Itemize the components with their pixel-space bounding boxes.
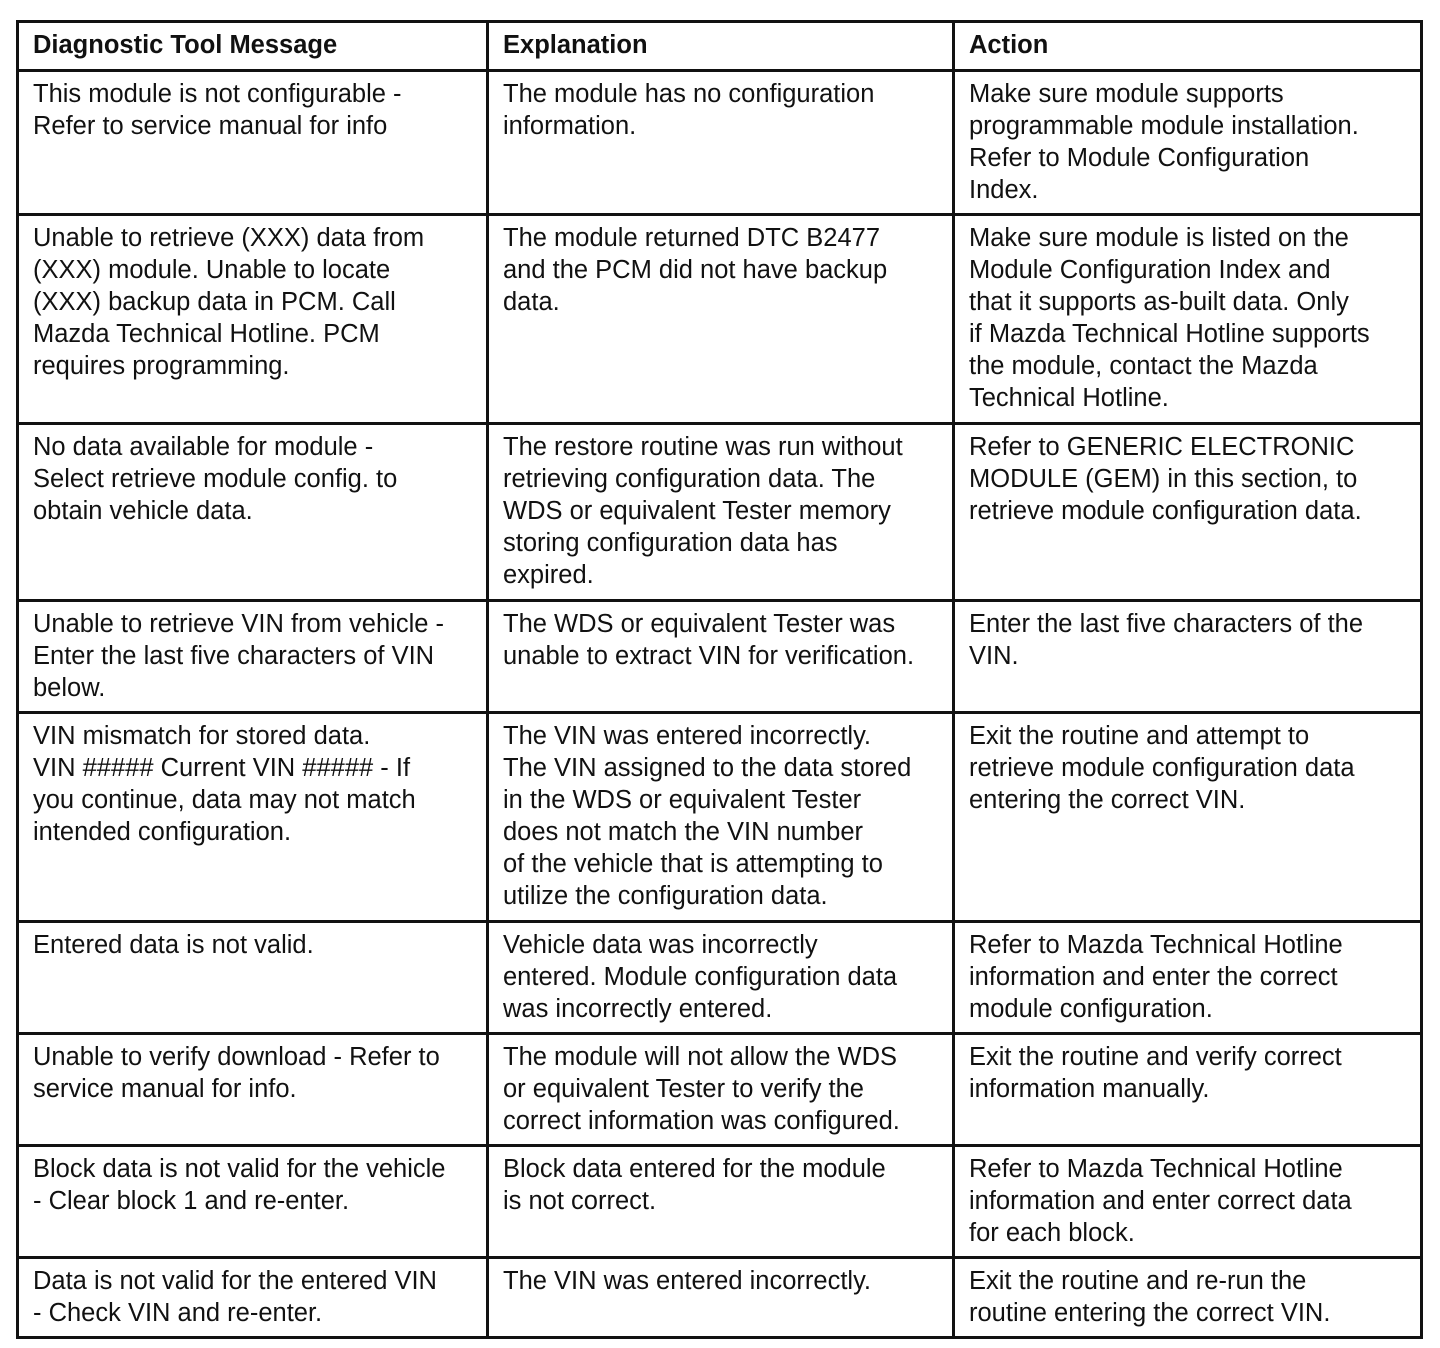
cell-explanation: The VIN was entered incorrectly. <box>488 1258 954 1338</box>
table-row <box>18 922 1422 1034</box>
cell-action: Enter the last five characters of the VIN. <box>954 601 1422 713</box>
cell-message: No data available for module - Select retrieve module config. to obtain vehicle data. <box>18 424 488 601</box>
cell-explanation: The module returned DTC B2477 and the PCM did not have backup data. <box>488 215 954 424</box>
table-row <box>18 713 1422 922</box>
cell-explanation: Vehicle data was incorrectly entered. Module configuration data was incorrectly entered. <box>488 922 954 1034</box>
diagnostic-messages-table <box>16 20 1423 1339</box>
header-action: Action <box>954 22 1422 71</box>
cell-explanation: The restore routine was run without retrieving configuration data. The WDS or equivalent Tester memory storing configuration data has expired. <box>488 424 954 601</box>
table-row <box>18 71 1422 215</box>
cell-action: Refer to Mazda Technical Hotline information and enter correct data for each block. <box>954 1146 1422 1258</box>
table-row <box>18 1258 1422 1338</box>
cell-explanation: The module will not allow the WDS or equivalent Tester to verify the correct information was configured. <box>488 1034 954 1146</box>
cell-explanation: The WDS or equivalent Tester was unable to extract VIN for verification. <box>488 601 954 713</box>
cell-message: Block data is not valid for the vehicle - Clear block 1 and re-enter. <box>18 1146 488 1258</box>
cell-action: Exit the routine and re-run the routine entering the correct VIN. <box>954 1258 1422 1338</box>
table-row <box>18 215 1422 424</box>
cell-action: Make sure module supports programmable module installation. Refer to Module Configuration Index. <box>954 71 1422 215</box>
cell-message: Unable to retrieve VIN from vehicle - Enter the last five characters of VIN below. <box>18 601 488 713</box>
cell-message: Entered data is not valid. <box>18 922 488 1034</box>
cell-action: Make sure module is listed on the Module Configuration Index and that it supports as-built data. Only if Mazda Technical Hotline supports the module, contact the Mazda Technical Hotline. <box>954 215 1422 424</box>
cell-message: Data is not valid for the entered VIN - Check VIN and re-enter. <box>18 1258 488 1338</box>
cell-message: Unable to retrieve (XXX) data from (XXX) module. Unable to locate (XXX) backup data in PCM. Call Mazda Technical Hotline. PCM requires programming. <box>18 215 488 424</box>
cell-explanation: The VIN was entered incorrectly. The VIN assigned to the data stored in the WDS or equivalent Tester does not match the VIN number of the vehicle that is attempting to utilize the configuration data. <box>488 713 954 922</box>
cell-message: This module is not configurable - Refer to service manual for info <box>18 71 488 215</box>
table-row <box>18 1146 1422 1258</box>
cell-message: VIN mismatch for stored data. VIN ##### Current VIN ##### - If you continue, data may not match intended configuration. <box>18 713 488 922</box>
cell-action: Exit the routine and verify correct information manually. <box>954 1034 1422 1146</box>
cell-explanation: Block data entered for the module is not correct. <box>488 1146 954 1258</box>
cell-explanation: The module has no configuration information. <box>488 71 954 215</box>
cell-action: Exit the routine and attempt to retrieve module configuration data entering the correct VIN. <box>954 713 1422 922</box>
table-row <box>18 601 1422 713</box>
cell-action: Refer to GENERIC ELECTRONIC MODULE (GEM) in this section, to retrieve module configuration data. <box>954 424 1422 601</box>
table-header-row <box>18 22 1422 71</box>
header-diagnostic-tool-message: Diagnostic Tool Message <box>18 22 488 71</box>
table-row <box>18 1034 1422 1146</box>
table-row <box>18 424 1422 601</box>
cell-action: Refer to Mazda Technical Hotline information and enter the correct module configuration. <box>954 922 1422 1034</box>
cell-message: Unable to verify download - Refer to service manual for info. <box>18 1034 488 1146</box>
header-explanation: Explanation <box>488 22 954 71</box>
